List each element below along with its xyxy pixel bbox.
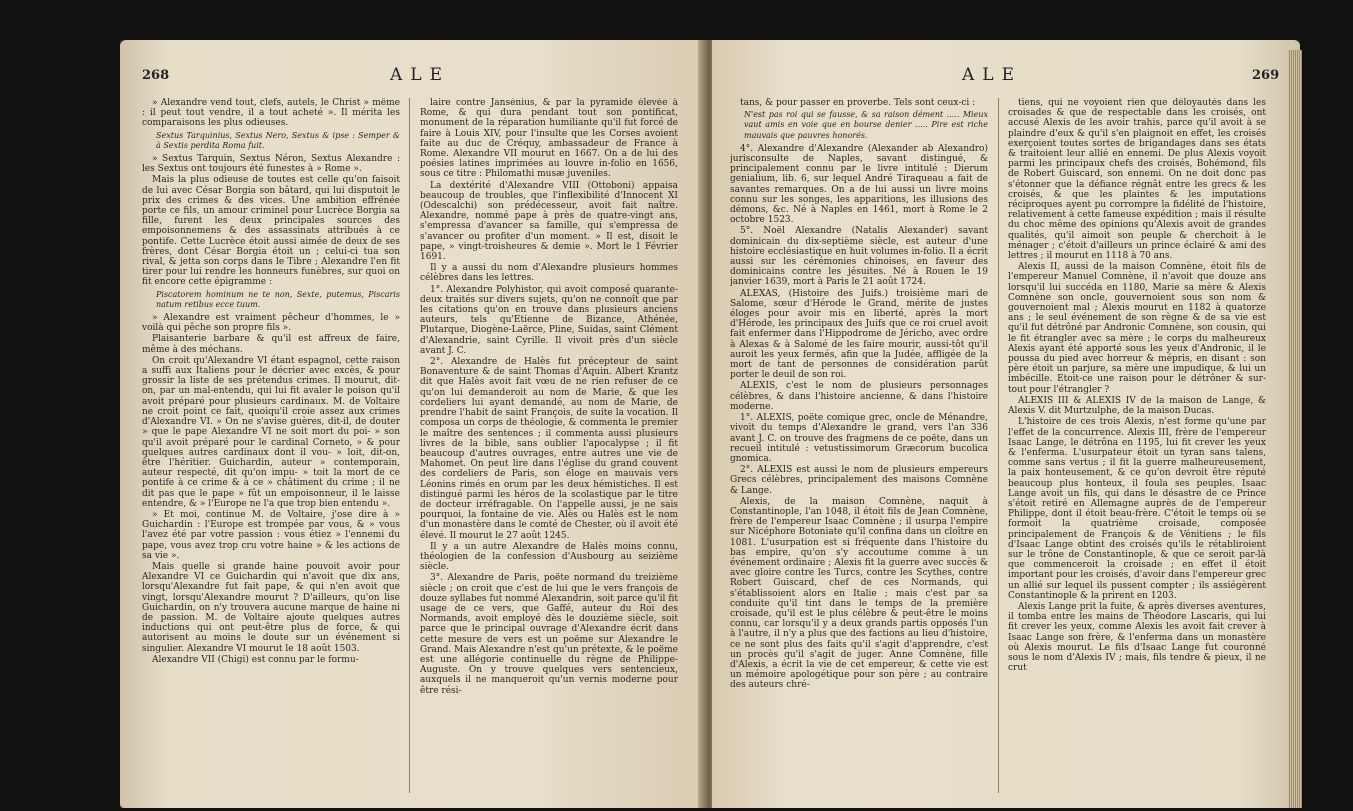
paragraph: 2°. ALEXIS est aussi le nom de plusieurs empereurs Grecs célèbres, principalement des maisons Comnène & Lange. <box>730 465 988 496</box>
paragraph: L'histoire de ces trois Alexis, n'est forme qu'une par l'effet de la concurrence. Alexis III, frère de l'empereur Isaac Lange, le détrôna en 1195, lui fit crever les yeux & l'enferma. L'usurpateur étoit un tyran sans talens, comme sans vertus ; il fit la guerre malheureusement, la paix honteusement, & ce qu'on devroit être réputé beaucoup plus honteux, il foula ses peuples. Isaac Lange avoit un fils, qui dans le désastre de ce Prince s'étoit retiré en Allemagne auprès de de l'empereur Philippe, dont il étoit beau-frère. C'étoit le temps où se formoit la quatrième croisade, composée principalement de François & de Vénitiens ; le fils d'Isaac Lange obtint des croisés qu'ils le rétabliroient sur le trône de Constantinople, & que ce seroit par-là que commenceroit la croisade ; en effet il étoit important pour les croisés, d'avoir dans l'empereur grec un allié sur lequel ils pussent compter ; ils assiégèrent Constantinople & la prirent en 1203. <box>1008 417 1266 601</box>
latin-quote: Piscatorem hominum ne te non, Sexte, putemus, Piscaris natum retibus ecce tuum. <box>156 289 400 309</box>
right-column-1 <box>730 98 988 798</box>
paragraph: ALEXIS III & ALEXIS IV de la maison de Lange, & Alexis V. dit Murtzulphe, de la maison Ducas. <box>1008 395 1266 417</box>
paragraph: ALEXAS, (Histoire des Juifs.) troisième mari de Salome, sœur d'Hérode le Grand, mérite de justes éloges pour avoir mis en liberté, après la mort d'Hérode, les principaux des Juifs que ce roi cruel avoit fait enfermer dans l'Hippodrome de Jéricho, avec ordre à Alexas & à Salomé de les faire mourir, aussi-tôt qu'il auroit les yeux fermés, afin que la Judée, affligée de la mort de tant de personnes de considération parût porter le deuil de son roi. <box>730 288 988 381</box>
left-running-header <box>120 65 705 90</box>
paragraph: Mais quelle si grande haine pouvoit avoir pour Alexandre VI ce Guichardin qui n'avoit que dix ans, lorsqu'Alexandre fut fait pape, & qui n'en avoit que vingt, lorsqu'Alexandre mourut ? D'ailleurs, qu'on lise Guichardin, on n'y trouvera aucune marque de haine ni de passion. M. de Voltaire ajoute quelques autres inductions qui ont peut-être plus de force, & qui autorisent au moins le doute sur un événement si singulier. Alexandre VI mourut le 18 août 1503. <box>142 561 400 654</box>
paragraph: tiens, qui ne voyoient rien que déloyautés dans les croisades & que de respectable dans les croisés, ont accusé Alexis de les avoir trahis, parce qu'il avoit à se plaindre d'eux & qu'il s'en plaignoit en effet, les croisés exerçoient toutes sortes de brigandages dans ses états & traitoient leur allié en ennemi. De plus Alexis voyoit parmi les principaux chefs des croisés, Bohémond, fils de Robert Guiscard, son ennemi. On ne doit donc pas s'étonner que la défiance régnât entre les grecs & les croisés, & que les plaintes & les imputations réciproques ayent pu corrompre la fidélité de l'histoire, relativement à cette fameuse expédition ; mais il résulte du choc même des opinions qu'Alexis avoit de grandes qualités, qu'il aimoit son peuple & cherchoit à le ménager ; c'étoit d'ailleurs un prince éclairé & ami des lettres ; il mourut en 1118 à 70 ans. <box>1008 98 1266 262</box>
latin-quote: Sextus Tarquinius, Sextus Nero, Sextus & ipse : Semper & à Sextis perdita Roma fuit. <box>156 130 400 150</box>
paragraph: » Alexandre vend tout, clefs, autels, le Christ » même : il peut tout vendre, il a tout acheté ». Il mérita les comparaisons les plus odieuses. <box>142 98 400 129</box>
paragraph: 1°. Alexandre Polyhistor, qui avoit composé quarante-deux traités sur divers sujets, qu'on ne connoît que par les citations qu'on en trouve dans plusieurs anciens auteurs, tels qu'Etienne de Bizance, Athénée, Plutarque, Diogène-Laërce, Pline, Suidas, saint Clément d'Alexandrie, saint Cyrille. Il vivoit près d'un siècle avant J. C. <box>420 284 678 356</box>
paragraph: Alexis, de la maison Comnène, naquit à Constantinople, l'an 1048, il étoit fils de Jean Comnène, frère de l'empereur Isaac Comnène ; il usurpa l'empire sur Nicéphore Botoniate qu'il confina dans un cloître en 1081. L'usurpation est si fréquente dans l'histoire du bas empire, qu'on s'y accoutume comme à un événement ordinaire ; Alexis fit la guerre avec succès & avec gloire contre les Turcs, contre les Scythes, contre Robert Guiscard, chef de ces Normands, qui s'établissoient alors en Italie ; mais c'est par sa conduite qu'il tint dans le temps de la première croisade, qu'il est le plus célèbre & peut-être le moins connu, car lorsqu'il y a deux grands partis opposés l'un à l'autre, il n'y a plus que des factions au lieu d'histoire, ce ne sont plus des faits qu'il s'agit d'apprendre, c'est un procès qu'il s'agit de juger. Anne Comnène, fille d'Alexis, a écrit la vie de cet empereur, & cette vie est un mémoire apologétique pour son père ; au contraire des auteurs chré- <box>730 496 988 691</box>
paragraph: Plaisanterie barbare & qu'il est affreux de faire, même à des méchans. <box>142 334 400 355</box>
paragraph: 1°. ALEXIS, poëte comique grec, oncle de Ménandre, vivoit du temps d'Alexandre le grand, vers l'an 336 avant J. C. on trouve des fragmens de ce poëte, dans un recueil intitulé : vetustissimorum Græcorum bucolica gnomica. <box>730 413 988 464</box>
paragraph: 3°. Alexandre de Paris, poëte normand du treizième siècle ; on croit que c'est de lui que le vers françois de douze syllabes fut nommé Alexandrin, soit parce qu'il fit usage de ce vers, que Gaffé, auteur du Roi des Normands, avoit employé dès le douzième siècle, soit parce que le principal ouvrage d'Alexandre écrit dans cette mesure de vers est un poëme sur Alexandre le Grand. Mais Alexandre n'est qu'un prétexte, & le poëme est une allégorie continuelle du règne de Philippe-Auguste. On y trouve quelques vers sentencieux, auxquels il ne manqueroit qu'un vernis moderne pour être rési- <box>420 573 678 696</box>
right-running-header <box>712 65 1300 90</box>
paragraph: laire contre Jansénius, & par la pyramide élevée à Rome, & qui dura pendant tout son pontificat, monument de la réparation humiliante qu'il fut forcé de faire à Louis XIV, pour l'insulte que les Corses avoient faite au duc de Créquy, ambassadeur de France à Rome. Alexandre VII mourut en 1667. On a de lui des poésies latines imprimées au louvre in-folio en 1656, sous ce titre : Philomathi musæ juveniles. <box>420 98 678 180</box>
paragraph: La dextérité d'Alexandre VIII (Ottoboni) appaisa beaucoup de troubles, que l'inflexibilité d'Innocent XI (Odescalchi) son prédécesseur, avoit fait naître. Alexandre, nommé pape à près de quatre-vingt ans, s'empressa d'avancer sa famille, qui s'empressa de s'avancer ou profiter d'un moment. » Il est, disoit le pape, » vingt-troisheures & demie ». Mort le 1 Février 1691. <box>420 180 678 263</box>
paragraph: Il y a aussi du nom d'Alexandre plusieurs hommes célèbres dans les lettres. <box>420 263 678 284</box>
page-edges <box>1288 50 1302 808</box>
left-column-2 <box>420 98 678 798</box>
right-page-number: 269 <box>1252 68 1280 83</box>
right-column-2 <box>1008 98 1266 798</box>
paragraph: Alexis II, aussi de la maison Comnène, étoit fils de l'empereur Manuel Comnène, il n'avoit que douze ans lorsqu'il lui succéda en 1180, Marie sa mère & Alexis Comnène son oncle, gouvernoient sous son nom & gouvernoient mal ; Alexis mourut en 1182 à quatorze ans ; le seul événement de son règne & de sa vie est qu'il fut détrôné par Andronic Comnène, son cousin, qui le fit étrangler avec sa mère ; le corps du malheureux Alexis ayant été apporté sous les yeux d'Andronic, il le poussa du pied avec horreur & mépris, en disant : son père étoit un parjure, sa mère une impudique, & lui un imbécille. Etoit-ce une raison pour le détrôner & sur-tout pour l'étrangler ? <box>1008 262 1266 395</box>
left-column-1 <box>142 98 400 798</box>
paragraph: » Sextus Tarquin, Sextus Néron, Sextus Alexandre : les Sextus ont toujours été funestes à » Rome ». <box>142 154 400 175</box>
left-page <box>120 40 705 808</box>
paragraph: 5°. Noël Alexandre (Natalis Alexander) savant dominicain du dix-septième siècle, est auteur d'une histoire ecclésiastique en huit volumes in-folio. Il a écrit aussi sur les cérémonies chinoises, en faveur des dominicains contre les jésuites. Né à Rouen le 19 janvier 1639, mort à Paris le 21 août 1724. <box>730 226 988 288</box>
column-rule <box>998 98 999 793</box>
paragraph: ALEXIS, c'est le nom de plusieurs personnages célèbres, & dans l'histoire ancienne, & dans l'histoire moderne. <box>730 381 988 412</box>
paragraph: On croit qu'Alexandre VI étant espagnol, cette raison a suffi aux Italiens pour le décrier avec excès, & pour grossir la liste de ses prétendus crimes. Il mourut, dit-on, par un mal-entendu, qui lui fit avaler le poison qu'il avoit préparé pour plusieurs cardinaux. M. de Voltaire ne croit point ce fait, quoiqu'il croie assez aux crimes d'Alexandre VI. » On ne s'avise guères, dit-il, de douter » que le pape Alexandre VI ne soit mort du poi- » son qu'il avoit préparé pour le cardinal Corneto, » & pour quelques autres cardinaux dont il vou- » loit, dit-on, être l'héritier. Guichardin, auteur » contemporain, auteur respecté, dit qu'on impu- » toit la mort de ce pontife à ce crime & à ce » châtiment du crime ; il ne dit pas que le pape » fût un empoisonneur, il le laisse entendre, & » l'Europe ne l'a que trop bien entendu ». <box>142 355 400 509</box>
paragraph: Il y a un autre Alexandre de Halès moins connu, théologien de la confession d'Ausbourg au seizième siècle. <box>420 541 678 573</box>
paragraph: Alexis Lange prit la fuite, & après diverses aventures, il tomba entre les mains de Théodore Lascaris, qui lui fit crever les yeux, comme Alexis les avoit fait crever à Isaac Lange son frère, & l'enferma dans un monastère où Alexis mourut. Le fils d'Isaac Lange fut couronné sous le nom d'Alexis IV ; mais, fils tendre & pieux, il ne crut <box>1008 601 1266 674</box>
left-page-number: 268 <box>142 68 170 83</box>
column-rule <box>409 98 410 793</box>
paragraph: » Et moi, continue M. de Voltaire, j'ose dire à » Guichardin : l'Europe est trompée par vous, & » vous l'avez été par votre passion : vous étiez » l'ennemi du pape, vous avez trop cru votre haine » & les actions de sa vie ». <box>142 509 400 561</box>
paragraph: » Alexandre est vraiment pêcheur d'hommes, le » voilà qui pêche son propre fils ». <box>142 313 400 334</box>
left-running-head: ALE <box>390 65 450 85</box>
verse-quote: N'est pas roi qui se fausse, & sa raison dément ..... Mieux vaut amis en voie que en bourse denier ..... Pire est riche mauvais que pauvres honorés. <box>744 110 988 140</box>
paragraph: 2°. Alexandre de Halès fut précepteur de saint Bonaventure & de saint Thomas d'Aquin. Albert Krantz dit que Halès avoit fait vœu de ne rien refuser de ce qu'on lui demanderoit au nom de Marie, & que les cordeliers lui ayant demandé, au nom de Marie, de prendre l'habit de saint François, de suite la vocation. Il composa un corps de théologie, & commenta le premier le maître des sentences ; il commenta aussi plusieurs livres de la bible, sans oublier l'apocalypse ; il fit beaucoup d'autres ouvrages, entre autres une vie de Mahomet. On peut lire dans l'église du grand couvent des cordeliers de Paris, son éloge en mauvais vers Léonins rimés en orum par les deux hémistiches. Il est distingué parmi les héros de la scolastique par le titre de docteur irréfragable. On l'appelle aussi, je ne sais pourquoi, la fontaine de vie. Alès ou Halès est le nom d'un monastère dans le comté de Chester, où il avoit été élevé. Il mourut le 27 août 1245. <box>420 357 678 541</box>
paragraph: Alexandre VII (Chigi) est connu par le formu- <box>152 654 359 665</box>
right-page <box>712 40 1300 808</box>
right-running-head: ALE <box>962 65 1022 85</box>
paragraph: 4°. Alexandre d'Alexandre (Alexander ab Alexandro) jurisconsulte de Naples, savant distingué, & principalement connu par le livre intitulé : Dierum genialium, lib. 6, sur lequel André Tiraqueau a fait de savantes remarques. On a de lui aussi un livre moins connu sur les songes, les apparitions, les illusions des démons, &c. Né à Naples en 1461, mort à Rome le 2 octobre 1523. <box>730 143 988 226</box>
paragraph: tans, & pour passer en proverbe. Tels sont ceux-ci : <box>740 98 976 108</box>
open-book <box>120 40 1300 808</box>
paragraph: Mais la plus odieuse de toutes est celle qu'on faisoit de lui avec César Borgia son bâtard, qui lui disputoit le prix des crimes & des vices. Une ambition effrénée porte ce fils, un amour criminel pour Lucrèce Borgia sa fille, furent les deux principales sources des empoisonnemens & des assassinats attribués à ce pontife. Cette Lucrèce étoit aussi aimée de deux de ses frères, dont César Borgia étoit un ; celui-ci tua son rival, & jetta son corps dans le Tibre ; Alexandre l'en fit tirer pour lui rendre les honneurs funèbres, sur quoi on fit encore cette épigramme : <box>142 175 400 288</box>
